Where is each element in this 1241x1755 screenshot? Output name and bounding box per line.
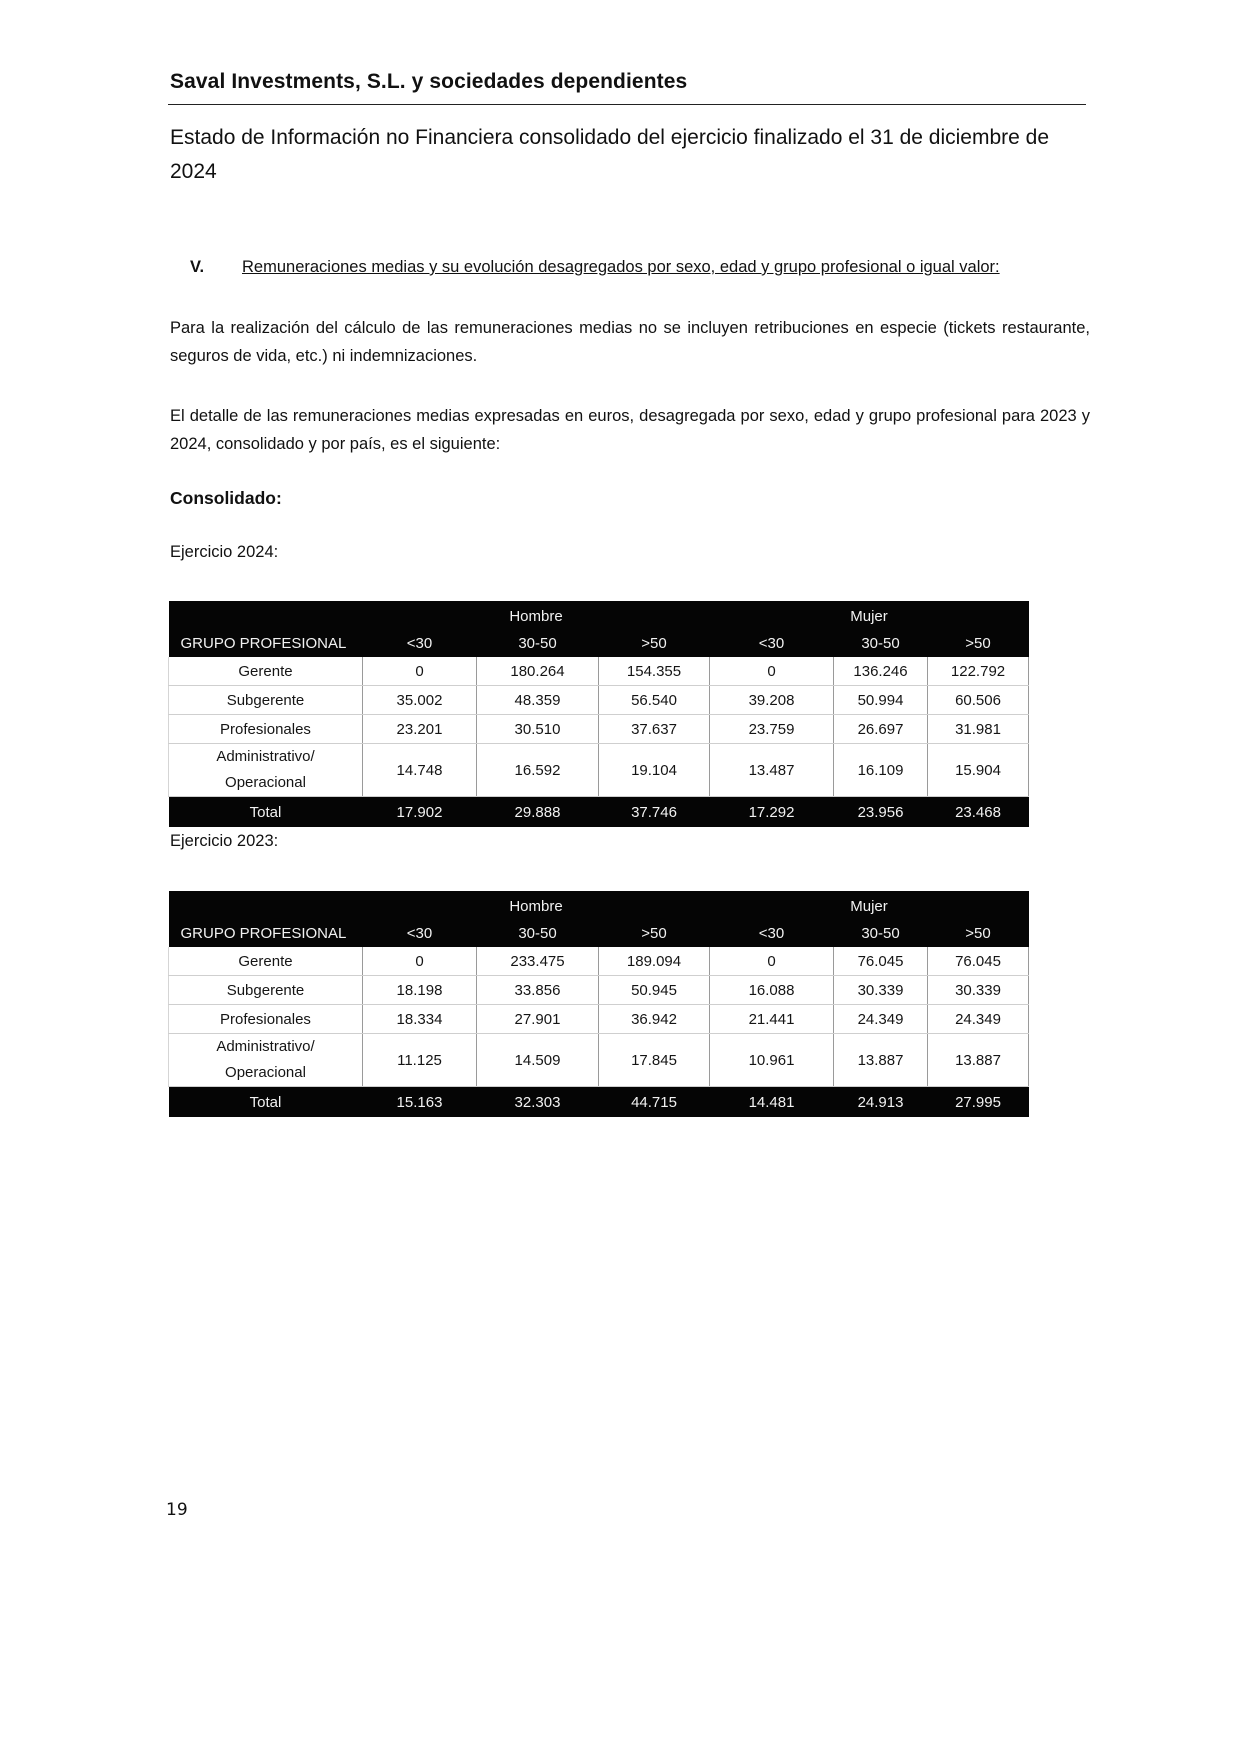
age-header: <30 — [363, 919, 477, 947]
total-cell: 23.956 — [834, 797, 928, 828]
age-header: >50 — [599, 919, 710, 947]
age-header: >50 — [928, 919, 1029, 947]
row-label: Subgerente — [169, 976, 363, 1005]
table-cell: 37.637 — [599, 715, 710, 744]
section-title: Remuneraciones medias y su evolución desagregados por sexo, edad y grupo profesional o igual valor: — [242, 258, 1000, 276]
table-cell: 31.981 — [928, 715, 1029, 744]
age-header: 30-50 — [834, 919, 928, 947]
table-cell: 30.339 — [834, 976, 928, 1005]
female-header: Mujer — [710, 891, 1029, 919]
table-cell: 50.994 — [834, 686, 928, 715]
table-cell: 154.355 — [599, 657, 710, 686]
table-row — [169, 976, 1029, 1005]
table-cell: 26.697 — [834, 715, 928, 744]
table-cell: 33.856 — [477, 976, 599, 1005]
row-label — [169, 744, 363, 797]
age-header: >50 — [928, 629, 1029, 657]
total-cell: 23.468 — [928, 797, 1029, 828]
consolidated-label: Consolidado: — [170, 488, 282, 508]
female-header: Mujer — [710, 601, 1029, 629]
table-cell: 11.125 — [363, 1034, 477, 1087]
table-cell: 13.887 — [834, 1034, 928, 1087]
table-subheader-row — [169, 629, 1029, 657]
table-header-row — [169, 891, 1029, 919]
header-blank — [169, 601, 363, 629]
table-row — [169, 1005, 1029, 1034]
total-cell: 44.715 — [599, 1087, 710, 1118]
total-cell: 37.746 — [599, 797, 710, 828]
table-row — [169, 686, 1029, 715]
table-cell: 24.349 — [928, 1005, 1029, 1034]
row-label: Profesionales — [169, 1005, 363, 1034]
company-title: Saval Investments, S.L. y sociedades dependientes — [170, 70, 688, 93]
table-header-row — [169, 601, 1029, 629]
section-number: V. — [190, 258, 205, 276]
table-cell: 14.748 — [363, 744, 477, 797]
table-cell: 17.845 — [599, 1034, 710, 1087]
row-label-line: Operacional — [225, 774, 306, 791]
age-header: <30 — [710, 919, 834, 947]
total-cell: 17.292 — [710, 797, 834, 828]
table-cell: 0 — [710, 947, 834, 976]
total-cell: 15.163 — [363, 1087, 477, 1118]
table-row — [169, 657, 1029, 686]
table-cell: 189.094 — [599, 947, 710, 976]
row-label: Profesionales — [169, 715, 363, 744]
total-row — [169, 797, 1029, 828]
year-label-2024: Ejercicio 2024: — [170, 543, 279, 561]
table-subheader-row — [169, 919, 1029, 947]
table-cell: 136.246 — [834, 657, 928, 686]
table-cell: 30.510 — [477, 715, 599, 744]
table-cell: 48.359 — [477, 686, 599, 715]
year-label-2023: Ejercicio 2023: — [170, 832, 279, 850]
table-cell: 0 — [363, 657, 477, 686]
header-blank — [169, 891, 363, 919]
table-cell: 50.945 — [599, 976, 710, 1005]
row-label: Gerente — [169, 947, 363, 976]
row-label — [169, 1034, 363, 1087]
table-cell: 13.487 — [710, 744, 834, 797]
page-number: 19 — [166, 1500, 188, 1520]
male-header: Hombre — [363, 601, 710, 629]
table-cell: 36.942 — [599, 1005, 710, 1034]
table-cell: 23.759 — [710, 715, 834, 744]
table-cell: 23.201 — [363, 715, 477, 744]
table-cell: 14.509 — [477, 1034, 599, 1087]
group-header: GRUPO PROFESIONAL — [169, 629, 363, 657]
table-cell: 0 — [363, 947, 477, 976]
table-row — [169, 1034, 1029, 1087]
age-header: 30-50 — [477, 919, 599, 947]
total-cell: 14.481 — [710, 1087, 834, 1118]
table-cell: 76.045 — [834, 947, 928, 976]
total-cell: 17.902 — [363, 797, 477, 828]
total-cell: 27.995 — [928, 1087, 1029, 1118]
total-cell: 24.913 — [834, 1087, 928, 1118]
total-cell: 32.303 — [477, 1087, 599, 1118]
group-header: GRUPO PROFESIONAL — [169, 919, 363, 947]
age-header: <30 — [710, 629, 834, 657]
table-cell: 10.961 — [710, 1034, 834, 1087]
table-row — [169, 744, 1029, 797]
table-cell: 16.592 — [477, 744, 599, 797]
table-cell: 27.901 — [477, 1005, 599, 1034]
table-row — [169, 715, 1029, 744]
table-cell: 15.904 — [928, 744, 1029, 797]
table-cell: 0 — [710, 657, 834, 686]
remuneration-table-2023 — [168, 891, 1029, 1117]
section-heading — [190, 258, 1090, 277]
document-subtitle: Estado de Información no Financiera consolidado del ejercicio finalizado el 31 de diciembre de 2024 — [170, 126, 1050, 183]
paragraph-exclusions: Para la realización del cálculo de las remuneraciones medias no se incluyen retribuciones en especie (tickets restaurante, seguros de vida, etc.) ni indemnizaciones. — [170, 319, 1090, 365]
table-cell: 21.441 — [710, 1005, 834, 1034]
age-header: 30-50 — [477, 629, 599, 657]
row-label-line: Administrativo/ — [216, 1038, 315, 1055]
table-cell: 19.104 — [599, 744, 710, 797]
table-cell: 56.540 — [599, 686, 710, 715]
age-header: <30 — [363, 629, 477, 657]
male-header: Hombre — [363, 891, 710, 919]
table-cell: 24.349 — [834, 1005, 928, 1034]
table-cell: 39.208 — [710, 686, 834, 715]
paragraph-detail: El detalle de las remuneraciones medias expresadas en euros, desagregada por sexo, edad y grupo profesional para 2023 y 2024, consolidado y por país, es el siguiente: — [170, 407, 1090, 453]
total-row — [169, 1087, 1029, 1118]
table-cell: 35.002 — [363, 686, 477, 715]
table-row — [169, 947, 1029, 976]
row-label: Subgerente — [169, 686, 363, 715]
table-cell: 18.334 — [363, 1005, 477, 1034]
age-header: 30-50 — [834, 629, 928, 657]
remuneration-table-2024 — [168, 601, 1029, 827]
table-cell: 76.045 — [928, 947, 1029, 976]
table-cell: 180.264 — [477, 657, 599, 686]
total-label: Total — [169, 797, 363, 828]
table-cell: 13.887 — [928, 1034, 1029, 1087]
age-header: >50 — [599, 629, 710, 657]
table-cell: 18.198 — [363, 976, 477, 1005]
table-cell: 233.475 — [477, 947, 599, 976]
table-cell: 30.339 — [928, 976, 1029, 1005]
header-rule — [168, 104, 1086, 105]
table-cell: 16.109 — [834, 744, 928, 797]
total-label: Total — [169, 1087, 363, 1118]
table-cell: 122.792 — [928, 657, 1029, 686]
row-label-line: Operacional — [225, 1064, 306, 1081]
table-cell: 60.506 — [928, 686, 1029, 715]
row-label-line: Administrativo/ — [216, 748, 315, 765]
total-cell: 29.888 — [477, 797, 599, 828]
table-cell: 16.088 — [710, 976, 834, 1005]
row-label: Gerente — [169, 657, 363, 686]
